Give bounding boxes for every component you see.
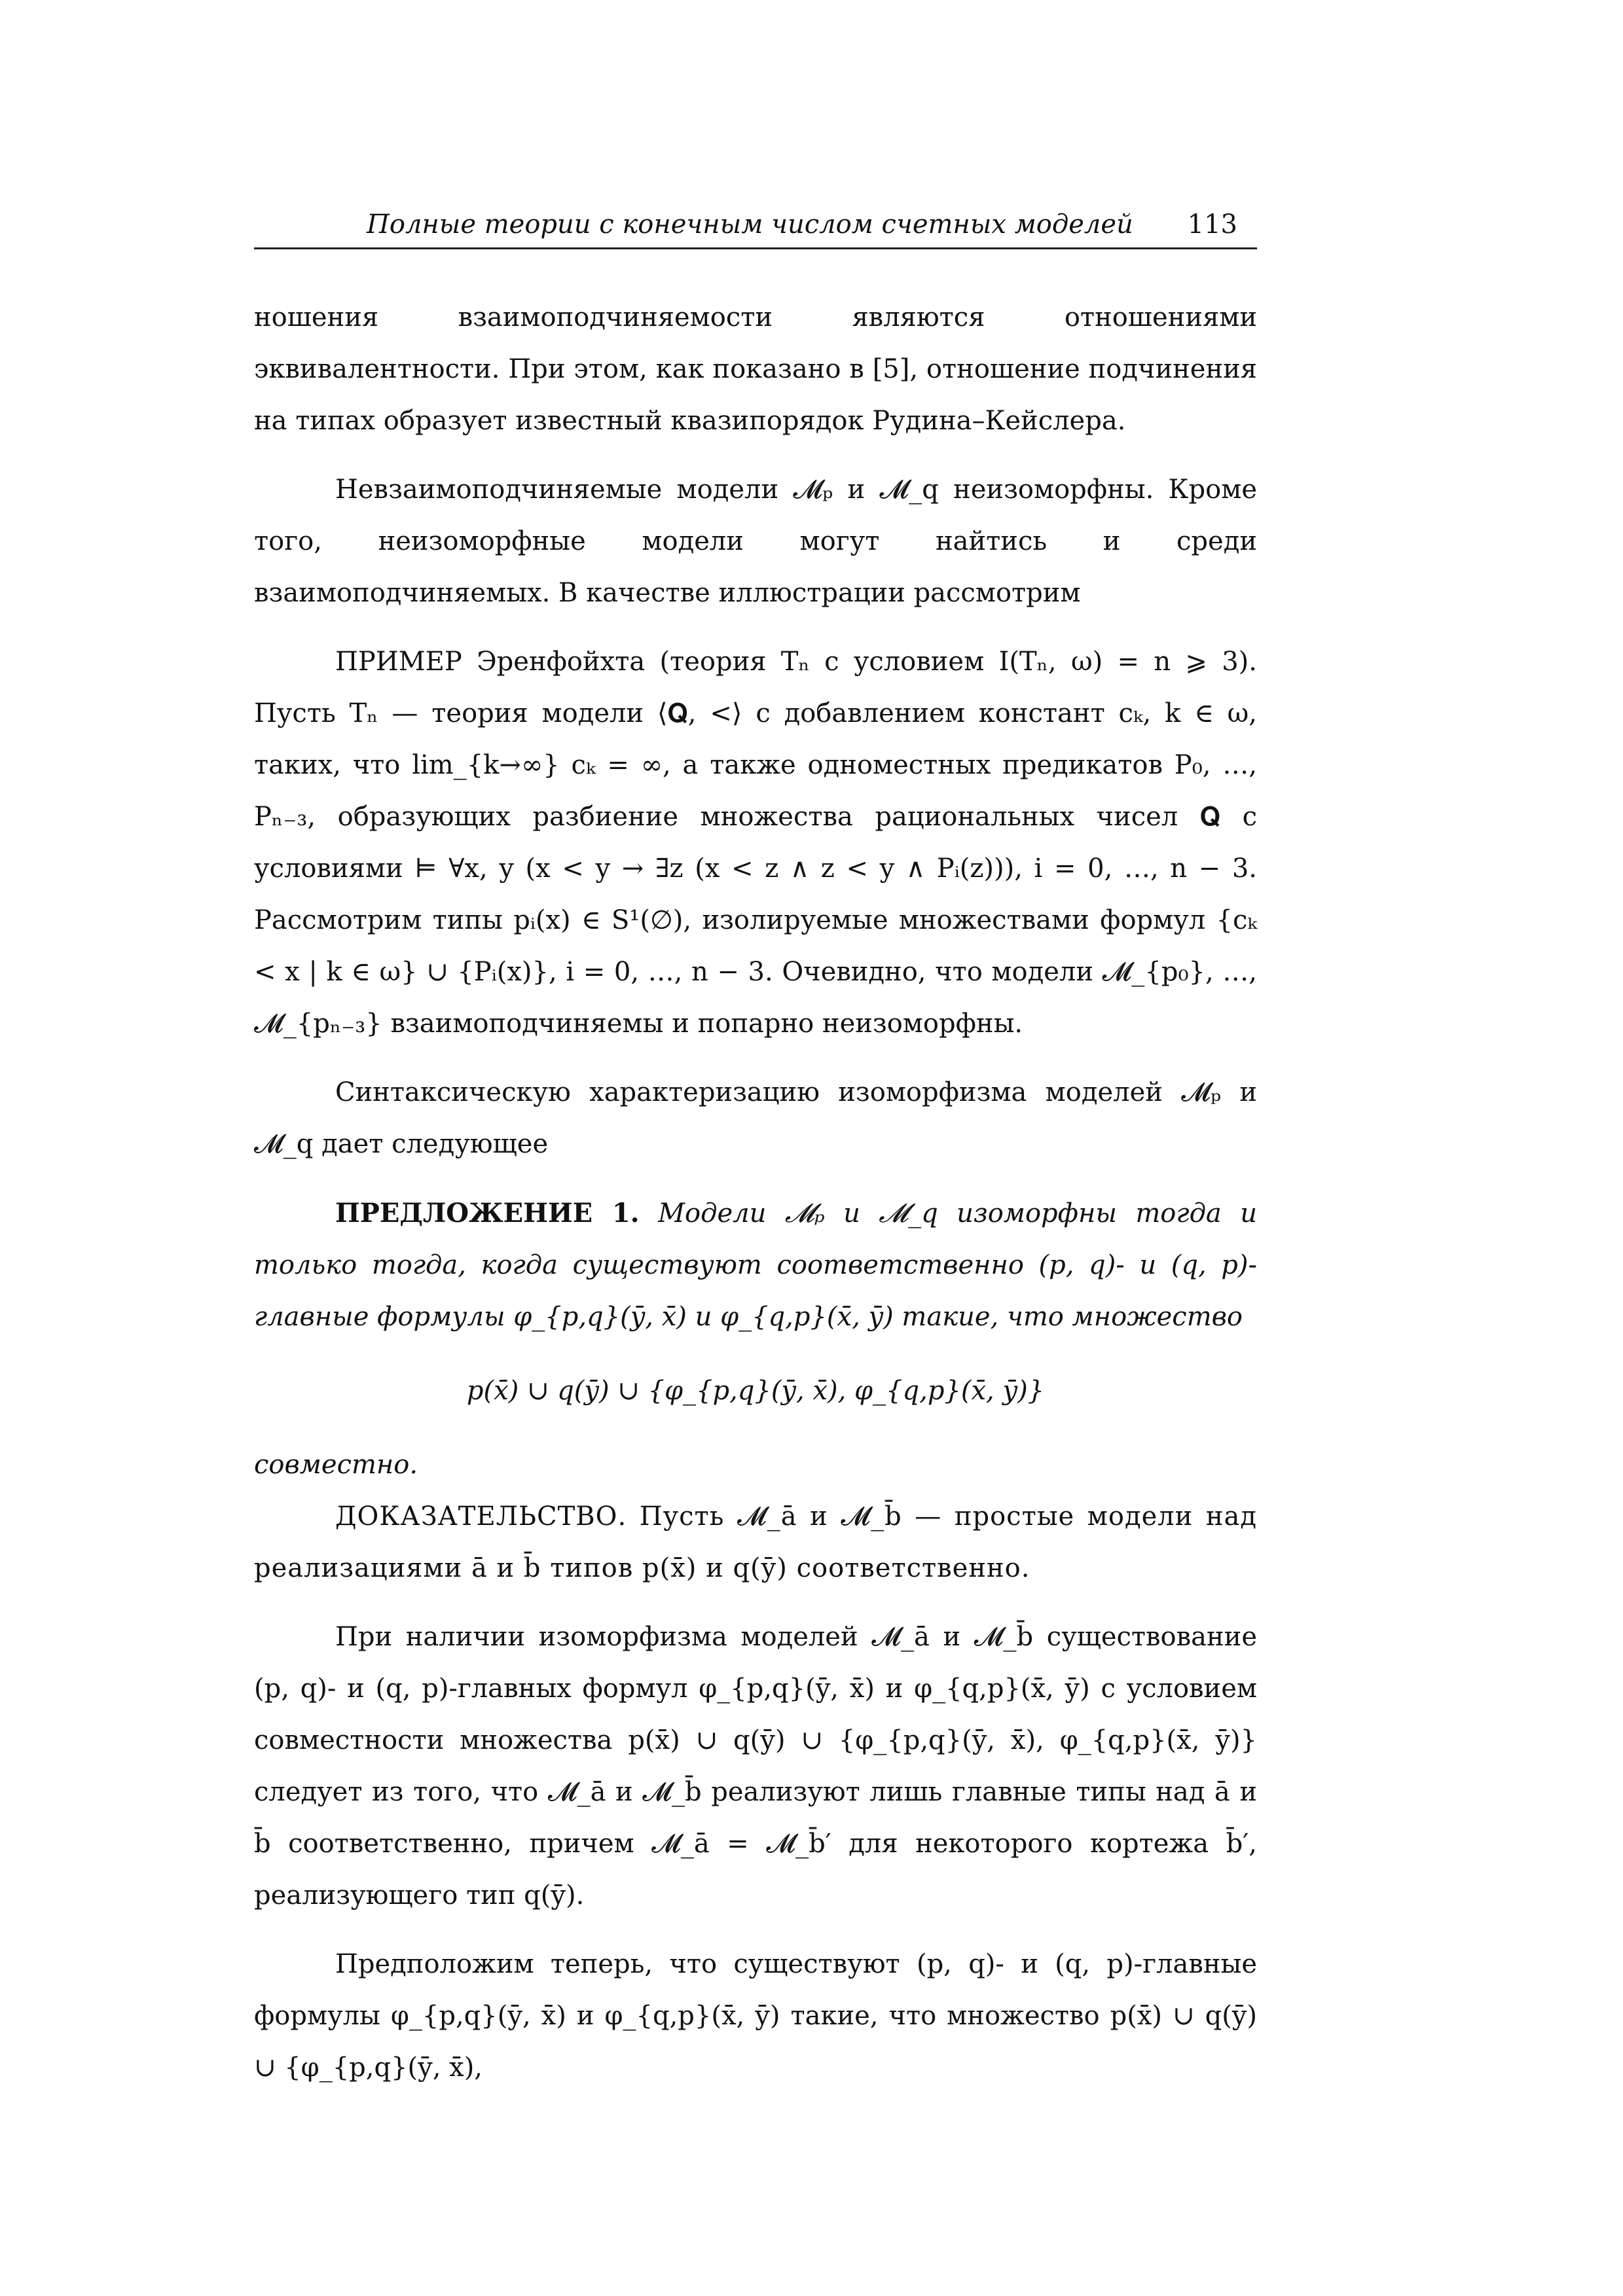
page-number: 113 — [1187, 209, 1237, 240]
paragraph-6: При наличии изоморфизма моделей 𝓜_ā и 𝓜_b̄ существование (p, q)- и (q, p)-главных формул φ_{p,q}(ȳ, x̄) и φ_{q,p}(x̄, ȳ) с условием совместности множества p(x̄) ∪ q(ȳ) ∪ {φ_{p,q}(ȳ, x̄), φ_{q,p}(x̄, ȳ)} следует из того, что 𝓜_ā и 𝓜_b̄ реализуют лишь главные типы над ā и b̄ соответственно, причем 𝓜_ā = 𝓜_b̄′ для некоторого кортежа b̄′, реализующего тип q(ȳ). — [254, 1622, 1257, 1910]
display-formula: p(x̄) ∪ q(ȳ) ∪ {φ_{p,q}(ȳ, x̄), φ_{q,p}(x̄, ȳ)} — [466, 1376, 1045, 1406]
running-title: Полные теории с конечным числом счетных моделей — [367, 209, 1133, 240]
paragraph-4: Синтаксическую характеризацию изоморфизма моделей 𝓜ₚ и 𝓜_q дает следующее — [254, 1077, 1257, 1159]
paragraph-2: Невзаимоподчиняемые модели 𝓜ₚ и 𝓜_q неизоморфны. Кроме того, неизоморфные модели могут найтись и среди взаимоподчиняемых. В качестве иллюстрации рассмотрим — [254, 475, 1257, 608]
proposition-statement: Модели 𝓜ₚ и 𝓜_q изоморфны тогда и только тогда, когда существуют соответственно (p, q)- и (q, p)-главные формулы φ_{p,q}(ȳ, x̄) и φ_{q,p}(x̄, ȳ) такие, что множество — [254, 1198, 1257, 1332]
proposition — [254, 1187, 1257, 1343]
running-head — [254, 202, 1257, 247]
paragraph-7: Предположим теперь, что существуют (p, q)- и (q, p)-главные формулы φ_{p,q}(ȳ, x̄) и φ_{q,p}(x̄, ȳ) такие, что множество p(x̄) ∪ q(ȳ) ∪ {φ_{p,q}(ȳ, x̄), — [254, 1949, 1257, 2083]
proposition-heading: ПРЕДЛОЖЕНИЕ 1. — [335, 1198, 640, 1229]
proposition-end: совместно. — [254, 1450, 418, 1480]
proof-paragraph: ДОКАЗАТЕЛЬСТВО. Пусть 𝓜_ā и 𝓜_b̄ — простые модели над реализациями ā и b̄ типов p(x̄) и q(ȳ) соответственно. — [254, 1501, 1257, 1583]
body-text — [254, 292, 1257, 2094]
header-rule — [254, 247, 1257, 249]
paragraph-1: ношения взаимоподчиняемости являются отношениями эквивалентности. При этом, как показано в [5], отношение подчинения на типах образует известный квазипорядок Рудина–Кейслера. — [254, 302, 1257, 436]
example-paragraph: ПРИМЕР Эренфойхта (теория Tₙ с условием I(Tₙ, ω) = n ⩾ 3). Пусть Tₙ — теория модели ⟨𝐐, <⟩ с добавлением констант cₖ, k ∈ ω, таких, что lim_{k→∞} cₖ = ∞, а также одноместных предикатов P₀, …, Pₙ₋₃, образующих разбиение множества рациональных чисел 𝐐 с условиями ⊨ ∀x, y (x < y → ∃z (x < z ∧ z < y ∧ Pᵢ(z))), i = 0, …, n − 3. Рассмотрим типы pᵢ(x) ∈ S¹(∅), изолируемые множествами формул {cₖ < x | k ∈ ω} ∪ {Pᵢ(x)}, i = 0, …, n − 3. Очевидно, что модели 𝓜_{p₀}, …, 𝓜_{pₙ₋₃} взаимоподчиняемы и попарно неизоморфны. — [254, 647, 1257, 1039]
